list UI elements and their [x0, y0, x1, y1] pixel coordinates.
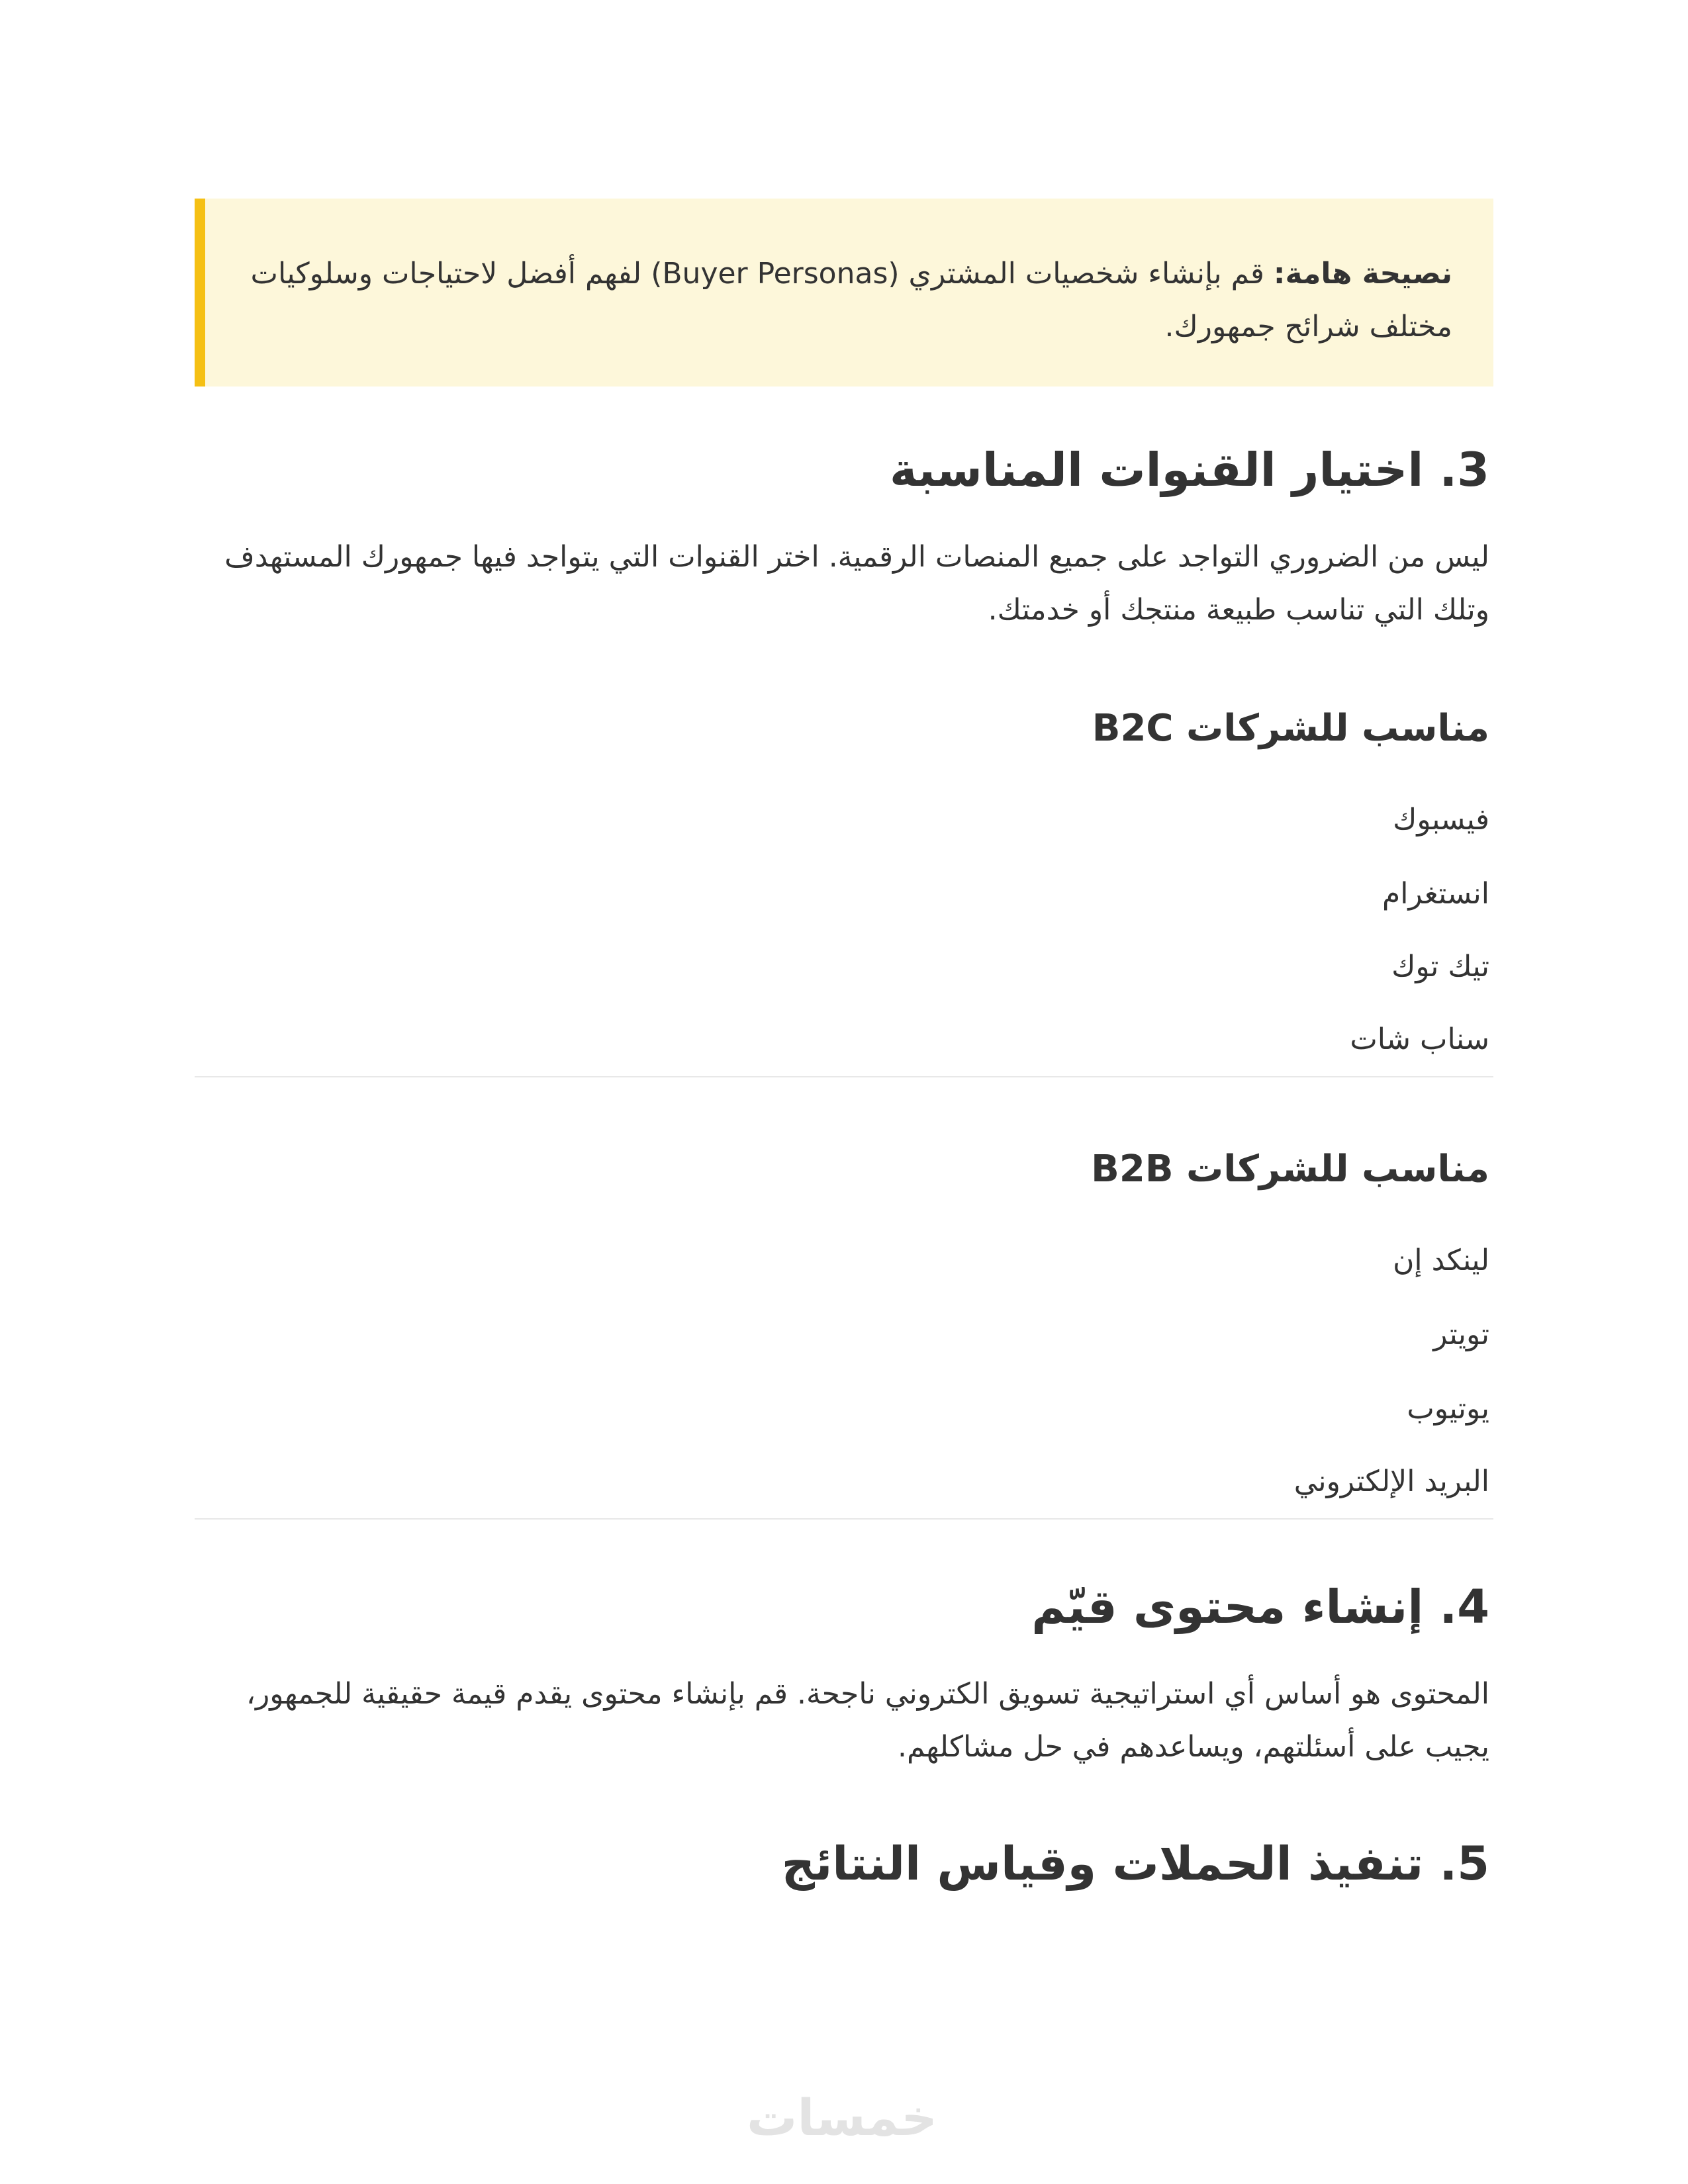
khamsat-logo: خمسات [747, 2088, 937, 2147]
section4-heading: 4. إنشاء محتوى قيّم [1031, 1580, 1489, 1634]
tip-callout [195, 199, 1493, 387]
document-page [195, 199, 1493, 1891]
divider [195, 1076, 1493, 1077]
list-item: يوتيوب [1407, 1392, 1489, 1426]
list-item: سناب شات [1350, 1023, 1489, 1056]
tip-body: قم بإنشاء شخصيات المشتري (Buyer Personas) لفهم أفضل لاحتياجات وسلوكيات مختلف شرائح جمهورك. [250, 257, 1452, 343]
tip-label: نصيحة هامة: [1273, 257, 1452, 291]
tip-accent-bar [195, 199, 205, 387]
b2c-heading: مناسب للشركات B2C [1092, 707, 1489, 750]
list-item: تيك توك [1391, 950, 1489, 983]
list-item: البريد الإلكتروني [1293, 1465, 1489, 1498]
list-item: تويتر [1433, 1318, 1489, 1351]
section3-paragraph: ليس من الضروري التواجد على جميع المنصات الرقمية. اختر القنوات التي يتواجد فيها جمهورك المستهدف وتلك التي تناسب طبيعة منتجك أو خدمتك. [224, 540, 1489, 627]
list-item: انستغرام [1382, 877, 1489, 911]
section5-heading: 5. تنفيذ الحملات وقياس النتائج [781, 1837, 1489, 1891]
b2b-heading: مناسب للشركات B2B [1091, 1148, 1489, 1191]
section4-paragraph: المحتوى هو أساس أي استراتيجية تسويق الكتروني ناجحة. قم بإنشاء محتوى يقدم قيمة حقيقية للجمهور، يجيب على أسئلتهم، ويساعدهم في حل مشاكلهم. [246, 1677, 1489, 1764]
list-item: فيسبوك [1393, 803, 1489, 837]
list-item: لينكد إن [1393, 1244, 1489, 1277]
divider [195, 1518, 1493, 1520]
section3-heading: 3. اختيار القنوات المناسبة [890, 443, 1489, 497]
tip-text [248, 248, 1452, 353]
